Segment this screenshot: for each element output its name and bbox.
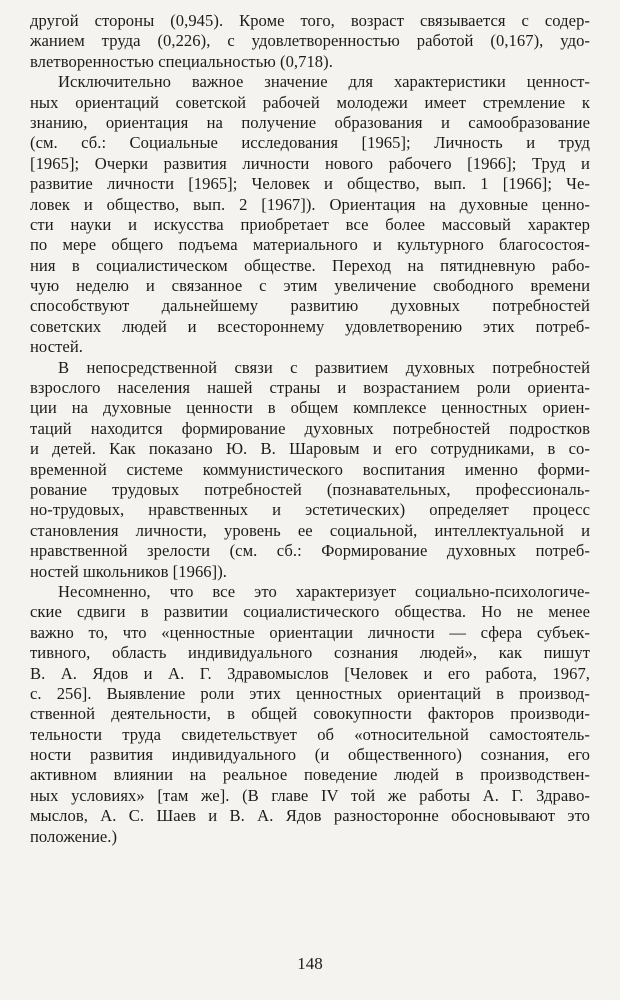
text-line: советских людей и всестороннему удовлетворению этих потреб-: [30, 316, 590, 336]
text-line: ностей.: [30, 337, 83, 357]
paragraph: [30, 11, 590, 72]
page-number: 148: [297, 954, 323, 973]
text-line: (см. сб.: Социальные исследования [1965]; Личность и труд: [30, 133, 590, 153]
body-text: [30, 11, 590, 847]
text-line: Исключительно важное значение для характеристики ценност-: [58, 72, 590, 92]
text-line: развитие личности [1965]; Человек и общество, вып. 1 [1966]; Че-: [30, 174, 590, 194]
text-line: знанию, ориентация на получение образования и самообразование: [30, 112, 590, 132]
text-line: по мере общего подъема материального и культурного благосостоя-: [30, 235, 590, 255]
text-line: В. А. Ядов и А. Г. Здравомыслов [Человек и его работа, 1967,: [30, 663, 590, 683]
text-line: тивного, область индивидуального сознания людей», как пишут: [30, 643, 590, 663]
text-line: ния в социалистическом обществе. Переход на пятидневную рабо-: [30, 255, 590, 275]
text-line: мыслов, А. С. Шаев и В. А. Ядов разносторонне обосновывают это: [30, 806, 590, 826]
text-line: важно то, что «ценностные ориентации личности — сфера субъек-: [30, 622, 590, 642]
text-line: [1965]; Очерки развития личности нового рабочего [1966]; Труд и: [30, 153, 590, 173]
text-line: положение.): [30, 826, 118, 846]
text-line: и детей. Как показано Ю. В. Шаровым и его сотрудниками, в со-: [30, 439, 590, 459]
text-line: рование трудовых потребностей (познавательных, профессиональ-: [30, 479, 590, 499]
text-line: ности развития индивидуального (и общественного) сознания, его: [30, 745, 590, 765]
text-line: нравственной зрелости (см. сб.: Формирование духовных потреб-: [30, 541, 590, 561]
text-line: жанием труда (0,226), с удовлетворенностью работой (0,167), удо-: [30, 31, 590, 51]
text-line: с. 256]. Выявление роли этих ценностных ориентаций в производ-: [30, 683, 590, 703]
text-line: ловек и общество, вып. 2 [1967]). Ориентация на духовные ценно-: [30, 194, 590, 214]
text-line: другой стороны (0,945). Кроме того, возраст связывается с содер-: [30, 11, 590, 30]
text-line: взрослого населения нашей страны и возрастанием роли ориента-: [30, 378, 590, 398]
paragraph: [30, 72, 590, 357]
text-line: таций находится формирование духовных потребностей подростков: [30, 418, 590, 438]
text-line: ции на духовные ценности в общем комплексе ценностных ориен-: [30, 398, 590, 418]
text-line: тельности труда свидетельствует об «относительной самостоятель-: [30, 724, 590, 744]
text-line: но-трудовых, нравственных и эстетических) определяет процесс: [30, 500, 590, 520]
text-line: ных ориентаций советской рабочей молодежи имеет стремление к: [30, 92, 590, 112]
text-line: Несомненно, что все это характеризует социально-психологиче-: [58, 581, 590, 601]
text-line: влетворенностью специальностью (0,718).: [30, 51, 333, 71]
text-line: способствуют дальнейшему развитию духовных потребностей: [30, 296, 590, 316]
text-line: ские сдвиги в развитии социалистического общества. Но не менее: [30, 602, 590, 622]
text-line: В непосредственной связи с развитием духовных потребностей: [58, 357, 590, 377]
paragraph: [30, 358, 590, 582]
text-line: ных условиях» [там же]. (В главе IV той же работы А. Г. Здраво-: [30, 785, 590, 805]
text-line: становления личности, уровень ее социальной, интеллектуальной и: [30, 520, 590, 540]
text-line: ностей школьников [1966]).: [30, 561, 227, 581]
text-line: сти науки и искусства приобретает все более массовый характер: [30, 214, 590, 234]
text-line: временной системе коммунистического воспитания именно форми-: [30, 459, 590, 479]
text-line: ственной деятельности, в общей совокупности факторов производи-: [30, 704, 590, 724]
text-line: активном влиянии на реальное поведение людей в производствен-: [30, 765, 590, 785]
paragraph: [30, 582, 590, 847]
text-line: чую неделю и связанное с этим увеличение свободного времени: [30, 276, 590, 296]
